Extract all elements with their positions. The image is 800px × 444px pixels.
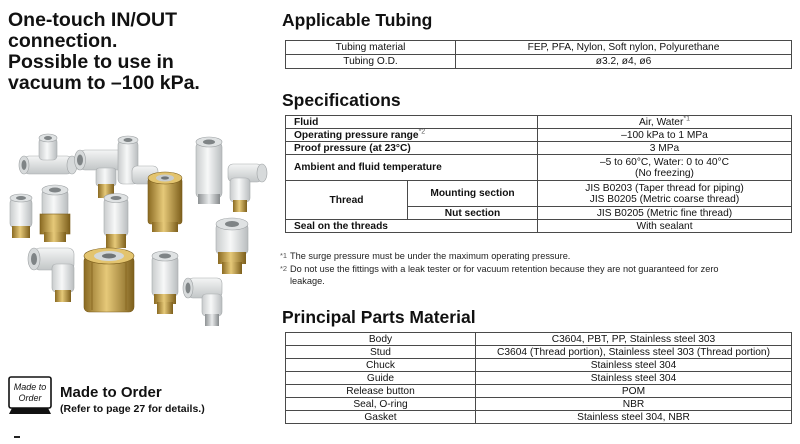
fitting-elbow-small — [10, 194, 32, 238]
made-to-order-note — [6, 376, 268, 422]
part-name: Gasket — [286, 411, 476, 424]
fitting-elbow-front — [28, 248, 74, 302]
tubing-od-value: ø3.2, ø4, ø6 — [456, 55, 792, 69]
table-row — [286, 346, 792, 359]
seal-label: Seal on the threads — [286, 220, 538, 233]
tubing-material-label: Tubing material — [286, 41, 456, 55]
fitting-elbow-right — [228, 164, 267, 212]
seal-value: With sealant — [538, 220, 792, 233]
part-name: Chuck — [286, 359, 476, 372]
principal-parts-title: Principal Parts Material — [282, 307, 476, 327]
mounting-section-value: JIS B0203 (Taper thread for piping) JIS B0205 (Metric coarse thread) — [538, 181, 792, 207]
table-row — [286, 333, 792, 346]
table-row — [286, 372, 792, 385]
table-row — [286, 359, 792, 372]
headline-line-4: vacuum to –100 kPa. — [8, 72, 200, 94]
thread-label: Thread — [286, 181, 408, 220]
fitting-hex-straight — [216, 218, 248, 274]
part-material: C3604 (Thread portion), Stainless steel 303 (Thread portion) — [476, 346, 792, 359]
tubing-od-label: Tubing O.D. — [286, 55, 456, 69]
operating-pressure-label: Operating pressure range$^{*2}$ — [286, 129, 538, 142]
fitting-straight-brass — [104, 194, 128, 249]
footnote-1: *1 The surge pressure must be under the maximum operating pressure. — [280, 251, 571, 261]
headline-line-3: Possible to use in — [8, 51, 174, 73]
part-material: POM — [476, 385, 792, 398]
product-fittings-photo — [6, 128, 268, 333]
part-name: Seal, O-ring — [286, 398, 476, 411]
headline-line-2: connection. — [8, 30, 118, 52]
principal-parts-table — [285, 332, 792, 424]
table-row — [286, 55, 792, 69]
fitting-tee — [19, 134, 77, 174]
part-material: C3604, PBT, PP, Stainless steel 303 — [476, 333, 792, 346]
proof-pressure-label: Proof pressure (at 23°C) — [286, 142, 538, 155]
feature-headline — [8, 10, 200, 94]
table-row — [286, 155, 792, 181]
fluid-label: Fluid — [286, 116, 538, 129]
applicable-tubing-table — [285, 40, 792, 69]
fitting-straight-tall — [196, 137, 222, 204]
page-fragment-mark — [14, 436, 20, 441]
fitting-straight-front — [152, 251, 178, 314]
svg-text:Order: Order — [18, 393, 42, 403]
part-material: Stainless steel 304, NBR — [476, 411, 792, 424]
specifications-title: Specifications — [282, 90, 401, 110]
table-row — [286, 116, 792, 129]
part-material: NBR — [476, 398, 792, 411]
nut-section-value: JIS B0205 (Metric fine thread) — [538, 207, 792, 220]
svg-text:Made to: Made to — [13, 382, 47, 392]
table-row — [286, 411, 792, 424]
nut-section-label: Nut section — [408, 207, 538, 220]
proof-pressure-value: 3 MPa — [538, 142, 792, 155]
right-column — [280, 0, 796, 444]
made-to-order-reference: (Refer to page 27 for details.) — [60, 403, 205, 415]
part-material: Stainless steel 304 — [476, 359, 792, 372]
table-row — [286, 181, 792, 207]
part-name: Stud — [286, 346, 476, 359]
mounting-section-label: Mounting section — [408, 181, 538, 207]
table-row — [286, 220, 792, 233]
specifications-table — [285, 115, 792, 233]
ambient-temperature-value: –5 to 60°C, Water: 0 to 40°C (No freezing) — [538, 155, 792, 181]
tubing-material-value: FEP, PFA, Nylon, Soft nylon, Polyurethane — [456, 41, 792, 55]
headline-line-1: One-touch IN/OUT — [8, 9, 177, 31]
made-to-order-icon — [8, 376, 52, 416]
fitting-brass-nut — [40, 185, 70, 242]
applicable-tubing-title: Applicable Tubing — [282, 10, 433, 30]
fitting-brass-union — [148, 172, 182, 232]
table-row — [286, 142, 792, 155]
part-name: Guide — [286, 372, 476, 385]
table-row — [286, 385, 792, 398]
operating-pressure-value: –100 kPa to 1 MPa — [538, 129, 792, 142]
ambient-temperature-label: Ambient and fluid temperature — [286, 155, 538, 181]
left-column — [6, 0, 268, 444]
part-name: Release button — [286, 385, 476, 398]
footnote-2: *2 Do not use the fittings with a leak tester or for vacuum retention because they are not guaranteed for zero leakage. — [280, 264, 719, 286]
table-row — [286, 129, 792, 142]
part-material: Stainless steel 304 — [476, 372, 792, 385]
table-row — [286, 398, 792, 411]
table-row — [286, 41, 792, 55]
fitting-elbow-front-right — [183, 278, 222, 326]
part-name: Body — [286, 333, 476, 346]
fitting-large-brass-nut — [84, 248, 134, 312]
fluid-value: Air, Water$^{*1}$ — [538, 116, 792, 129]
made-to-order-title: Made to Order — [60, 384, 162, 401]
